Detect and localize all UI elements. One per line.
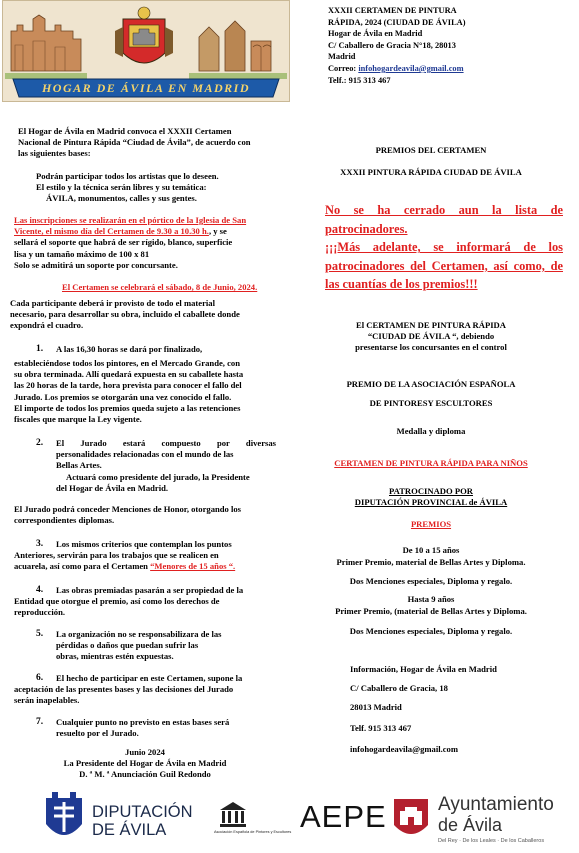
item3-red-text: “Menores de 15 años “. [150,561,236,572]
notice-line: patrocinadores. [325,221,408,236]
ayuntamiento-name [438,795,554,835]
item1-line: las 20 horas de la tarde, hora prevista para conocer el fallo del [14,380,242,391]
item-number: 1. [36,344,44,354]
provide-line: necesario, para desarrollar su obra, incluido el caballete donde [10,309,240,320]
age2-prize: Primer Premio, (material de Bellas Artes y Diploma. [335,606,527,616]
aepe-prize [290,375,572,412]
notice-line: patrocinadores del Certamen, así como, de [325,258,563,273]
bases-line: Podrán participar todos los artistas que lo deseen. [36,171,219,181]
bases-list [36,171,219,205]
header-info-block [328,5,466,86]
item6-body [14,684,233,706]
control-paragraph [290,320,572,354]
item2-body [56,438,276,494]
item3-line: Anteriores, servirán para los trabajos que se realicen en [14,550,219,560]
honor-paragraph [14,504,241,526]
banner-title: HOGAR DE ÁVILA EN MADRID [41,81,251,95]
item2-line: Actuará como presidente del jurado, la Presidente [66,471,250,482]
ayuntamiento-shield-icon [392,795,430,843]
premios-subtitle: XXXII PINTURA RÁPIDA CIUDAD DE ÁVILA [340,167,522,177]
item2-line: Bellas Artes. [56,460,102,471]
item5-line: La organización no se responsabilizara de las [56,629,222,639]
header-info-line: XXXII CERTAMEN DE PINTURA [328,6,457,15]
header-info-line: Hogar de Ávila en Madrid [328,29,423,39]
intro-line: Nacional de Pintura Rápida “Ciudad de Ávila”, de acuerdo con [18,137,251,148]
item-number: 3. [36,539,44,549]
intro-paragraph [18,126,251,160]
inscription-red-line: Vicente, el mismo día del Certamen de 9.30 a 10.30 h. [14,226,209,237]
item6-line: aceptación de las presentes bases y las decisiones del Jurado [14,684,234,694]
inscription-line: sellará el soporte que habrá de ser rígido, blanco, superficie [14,237,233,248]
age1-mentions: Dos Menciones especiales, Diploma y regalo. [349,576,513,586]
honor-line: El Jurado podrá conceder Menciones de Honor, otorgando los [14,504,242,514]
item-number: 7. [36,717,44,727]
item1-line: Jurado. Los premios se otorgarán una vez conocido el fallo. [14,391,232,402]
notice-line: No se ha cerrado aun la lista de [325,203,563,217]
premios-title: PREMIOS DEL CERTAMEN [375,145,487,155]
item1-line: fiscales que marque la Ley vigente. [14,414,142,425]
diputacion-line: DE ÁVILA [92,821,167,839]
sponsor-notice [325,201,563,294]
item5-body [56,629,222,663]
control-line: El CERTAMEN DE PINTURA RÁPIDA [356,320,506,330]
provide-paragraph [10,298,240,332]
item1-head: A las 16,30 horas se dará por finalizado, [56,344,203,354]
inscription-tail: , y se [208,226,227,237]
aepe-logo [218,800,248,833]
notice-line: ¡¡¡Más adelante, se informará de los [325,240,563,255]
item2-line: personalidades relacionadas con el mundo de las [56,449,234,460]
item6-head: El hecho de participar en este Certamen, supone la [56,673,243,683]
item2-line: del Hogar de Ávila en Madrid. [56,482,169,493]
header-email-line [328,63,466,75]
signature-date: Junio 2024 [125,747,165,757]
kids-title: CERTAMEN DE PINTURA RÁPIDA PARA NIÑOS [334,458,528,468]
item4-line: Entidad que otorgue el premio, así como los derechos de [14,596,220,606]
inscription-line: Solo se admitirá un soporte por concursante. [14,259,178,270]
aepe-prize-line: PREMIO DE LA ASOCIACIÓN ESPAÑOLA [346,379,516,389]
age1-title: De 10 a 15 años [402,545,460,555]
intro-line: El Hogar de Ávila en Madrid convoca el XXXII Certamen [18,126,232,136]
header-phone: Telf.: 915 313 467 [328,75,391,85]
diputacion-emblem-icon [44,790,84,846]
item6-line: serán inapelables. [14,695,80,706]
aepe-small-text: Asociación Española de Pintores y Escultores [214,830,292,834]
aepe-letters: AEPE [300,799,387,834]
item-number: 6. [36,673,44,683]
item-number: 2. [36,438,44,448]
ayuntamiento-motto: Del Rey · De los Leales · De los Caballeros [438,838,545,844]
bases-line: ÁVILA, monumentos, calles y sus gentes. [46,193,197,204]
diputacion-name [92,803,193,839]
inscription-line: lisa y un tamaño máximo de 100 x 81 [14,248,150,259]
certamen-date: El Certamen se celebrará el sábado, 8 de Junio, 2024. [62,282,258,292]
item-number: 4. [36,585,44,595]
ayuntamiento-logo [392,795,430,848]
item-number: 5. [36,629,44,639]
signature-name: D. ª M. ª Anunciación Guil Redondo [79,769,211,780]
email-label: Correo: [328,63,357,73]
item7-body: resuelto por el Jurado. [56,728,139,738]
item3-line: acuarela, así como para el Certamen [14,561,151,572]
item4-head: Las obras premiadas pasarán a ser propiedad de la [56,585,244,595]
contact-block [350,664,497,756]
intro-line: las siguientes bases: [18,148,91,159]
signature-title: La Presidente del Hogar de Ávila en Madrid [63,758,227,769]
honor-line: correspondientes diplomas. [14,515,115,526]
signature-block [0,747,290,781]
contact-phone: Telf. 915 313 467 [350,722,412,733]
age1-prize: Primer Premio, material de Bellas Artes y Diploma. [336,557,526,567]
item4-line: reproducción. [14,607,66,618]
item7-head: Cualquier punto no previsto en estas bases será [56,717,230,727]
notice-line: las cuantías de los premios!!! [325,277,478,292]
item2-line: El Jurado estará compuesto por diversas [56,438,276,448]
bases-line: El estilo y la técnica serán libres y su temática: [36,182,207,193]
contact-line: Información, Hogar de Ávila en Madrid [350,664,497,674]
age2-title: Hasta 9 años [407,594,455,604]
header-info-line: C/ Caballero de Gracia N°18, 28013 [328,40,456,50]
age2-mentions: Dos Menciones especiales, Diploma y regalo. [349,626,513,636]
item3-body [14,550,235,572]
sponsored-by-diputacion: DIPUTACIÓN PROVINCIAL de ÁVILA [354,497,508,507]
provide-line: Cada participante deberá ir provisto de todo el material [10,298,215,308]
diputacion-line: DIPUTACIÓN [92,803,193,821]
inscription-paragraph [14,215,246,271]
contact-email[interactable]: infohogardeavila@gmail.com [350,744,459,754]
item1-line: El importe de todos los premios queda sujeto a las retenciones [14,402,241,413]
item1-body [14,358,243,425]
item4-body [14,596,219,618]
inscription-red-line: Las inscripciones se realizarán en el pórtico de la Iglesia de San [14,215,247,225]
email-link[interactable]: infohogardeavila@gmail.com [358,63,464,73]
control-line: presentarse los concursantes en el control [355,342,507,353]
diputacion-logo [44,790,84,851]
control-line: “CIUDAD DE ÁVILA “, debiendo [367,331,495,342]
sponsored-by: PATROCINADO POR [389,486,473,496]
premios-label: PREMIOS [410,519,452,529]
contact-city: 28013 Madrid [350,702,402,712]
aepe-building-icon [218,800,248,828]
medal-text: Medalla y diploma [396,426,466,436]
provide-line: expondrá el cuadro. [10,320,84,331]
aepe-prize-line: DE PINTORESY ESCULTORES [369,397,493,408]
header-banner-image [2,0,290,102]
header-info-line: Madrid [328,52,356,62]
item1-line: su obra terminada. Allí quedará expuesta en su caballete hasta [14,369,244,380]
header-info-line: RÁPIDA, 2024 (CIUDAD DE ÁVILA) [328,17,466,27]
item1-line: estableciéndose todos los pintores, en el Mercado Grande, con [14,358,240,368]
item3-head: Los mismos criterios que contemplan los puntos [56,539,232,549]
contact-address: C/ Caballero de Gracia, 18 [350,682,448,693]
ayuntamiento-line: Ayuntamiento [438,794,554,815]
item5-line: obras, mientras estén expuestas. [56,651,174,662]
item5-line: pérdidas o daños que puedan sufrir las [56,640,199,651]
ayuntamiento-line: de Ávila [438,815,503,835]
